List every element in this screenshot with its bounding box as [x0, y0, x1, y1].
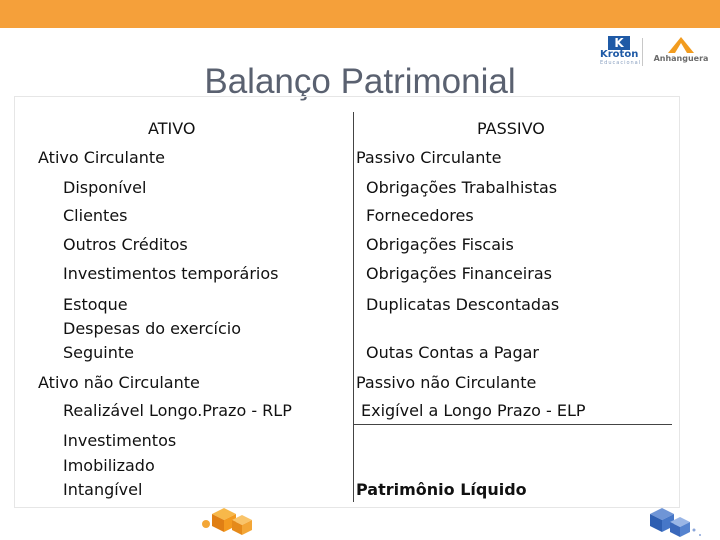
- ativo-item: Outros Créditos: [63, 235, 188, 254]
- passivo-outras-contas: Outas Contas a Pagar: [366, 343, 539, 362]
- decorative-shapes: [0, 500, 720, 540]
- ativo-circulante-heading: Ativo Circulante: [38, 148, 166, 167]
- pl-divider: [354, 424, 672, 425]
- passivo-elp: Exigível a Longo Prazo - ELP: [361, 401, 586, 420]
- orange-cubes-icon: [202, 508, 252, 535]
- ativo-item: Clientes: [63, 206, 128, 225]
- passivo-nao-circulante-heading: Passivo não Circulante: [356, 373, 537, 392]
- anhanguera-name: Anhanguera: [653, 54, 709, 63]
- ativo-despesas-line2: Seguinte: [63, 343, 134, 362]
- ativo-item: Intangível: [63, 480, 143, 499]
- column-divider: [353, 112, 354, 502]
- ativo-item: Investimentos: [63, 431, 177, 450]
- passivo-circulante-heading: Passivo Circulante: [356, 148, 502, 167]
- anhanguera-logo: [648, 36, 714, 68]
- ativo-rlp: Realizável Longo.Prazo - RLP: [63, 401, 292, 420]
- passivo-item: Duplicatas Descontadas: [366, 295, 560, 314]
- ativo-item: Imobilizado: [63, 456, 155, 475]
- passivo-item: Obrigações Trabalhistas: [366, 178, 558, 197]
- logo-divider: [642, 38, 643, 66]
- anhanguera-triangle-icon: [666, 36, 696, 54]
- top-accent-bar: [0, 0, 720, 28]
- ativo-item: Estoque: [63, 295, 128, 314]
- patrimonio-liquido: Patrimônio Líquido: [356, 480, 527, 499]
- ativo-item: Disponível: [63, 178, 147, 197]
- brand-logos: [598, 36, 714, 70]
- kroton-logo: [600, 36, 642, 68]
- ativo-item: Investimentos temporários: [63, 264, 279, 283]
- ativo-nao-circulante-heading: Ativo não Circulante: [38, 373, 200, 392]
- kroton-subtitle: Educacional: [600, 60, 642, 66]
- kroton-name: Kroton: [600, 49, 639, 60]
- ativo-heading: ATIVO: [148, 119, 196, 138]
- page-title: Balanço Patrimonial: [204, 62, 516, 101]
- ativo-despesas-line1: Despesas do exercício: [63, 319, 241, 338]
- passivo-item: Obrigações Fiscais: [366, 235, 514, 254]
- blue-cubes-icon: [650, 508, 701, 537]
- passivo-item: Obrigações Financeiras: [366, 264, 552, 283]
- kroton-mark: K: [608, 36, 630, 50]
- passivo-heading: PASSIVO: [477, 119, 545, 138]
- passivo-item: Fornecedores: [366, 206, 474, 225]
